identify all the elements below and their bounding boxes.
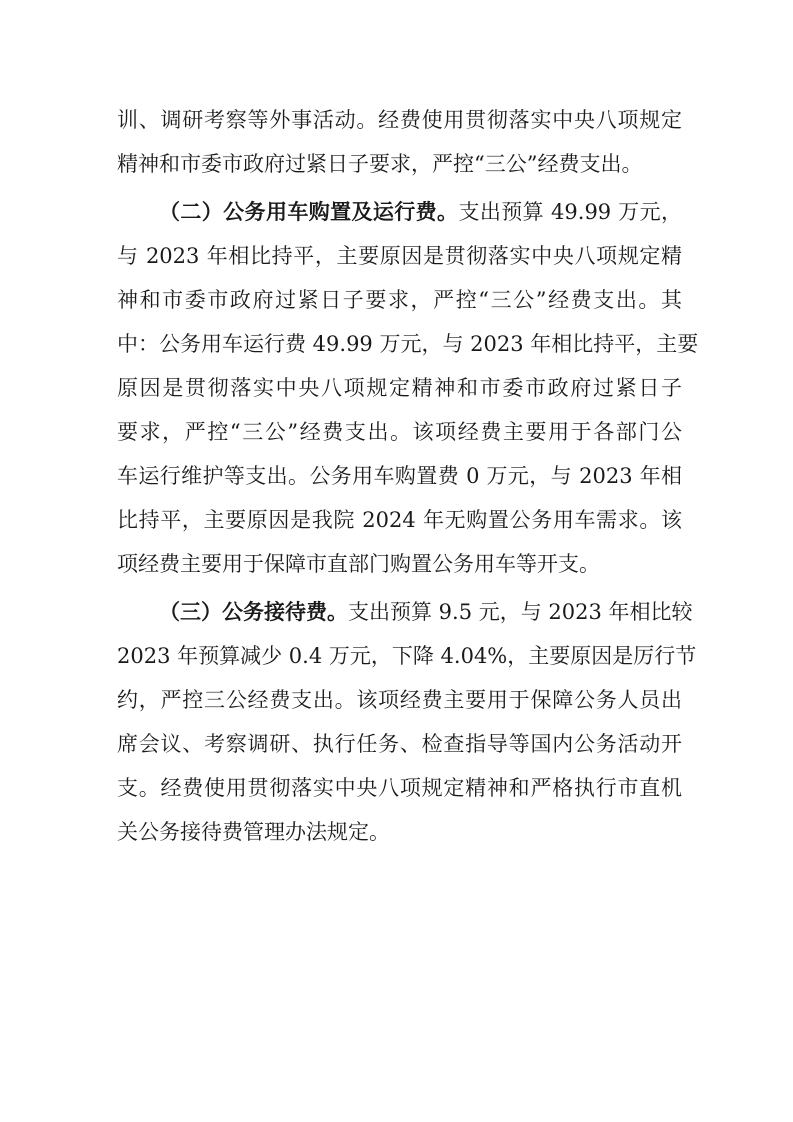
- body-text-line: 神和市委市政府过紧日子要求，严控“三公”经费支出。其: [117, 288, 682, 312]
- section-heading-vehicle: （二）公务用车购置及运行费。: [159, 200, 459, 224]
- body-text-line: 精神和市委市政府过紧日子要求，严控“三公”经费支出。: [117, 152, 643, 176]
- section-reception-first-line: [159, 590, 693, 634]
- body-text: 支出预算 9.5 元，与 2023 年相比较: [348, 600, 693, 624]
- body-text-line: 席会议、考察调研、执行任务、检查指导等国内公务活动开: [117, 732, 682, 756]
- section-heading-reception: （三）公务接待费。: [159, 600, 348, 624]
- body-text-line: 车运行维护等支出。公务用车购置费 0 万元，与 2023 年相: [117, 464, 682, 488]
- body-text-line: 与 2023 年相比持平，主要原因是贯彻落实中央八项规定精: [117, 244, 682, 268]
- body-text: 支出预算 49.99 万元，: [458, 200, 683, 224]
- body-text-line: 训、调研考察等外事活动。经费使用贯彻落实中央八项规定: [117, 108, 682, 132]
- body-text-line: 比持平，主要原因是我院 2024 年无购置公务用车需求。该: [117, 508, 682, 532]
- body-text-line: 原因是贯彻落实中央八项规定精神和市委市政府过紧日子: [117, 376, 682, 400]
- body-text-line: 2023 年预算减少 0.4 万元，下降 4.04%，主要原因是厉行节: [117, 644, 697, 668]
- section-vehicle-first-line: [159, 190, 682, 234]
- body-text-line: 关公务接待费管理办法规定。: [117, 820, 390, 844]
- body-text-line: 中：公务用车运行费 49.99 万元，与 2023 年相比持平，主要: [117, 332, 699, 356]
- body-text-line: 约，严控三公经费支出。该项经费主要用于保障公务人员出: [117, 688, 682, 712]
- body-text-line: 要求，严控“三公”经费支出。该项经费主要用于各部门公: [117, 420, 682, 444]
- body-text-line: 支。经费使用贯彻落实中央八项规定精神和严格执行市直机: [117, 776, 682, 800]
- body-text-line: 项经费主要用于保障市直部门购置公务用车等开支。: [117, 552, 600, 576]
